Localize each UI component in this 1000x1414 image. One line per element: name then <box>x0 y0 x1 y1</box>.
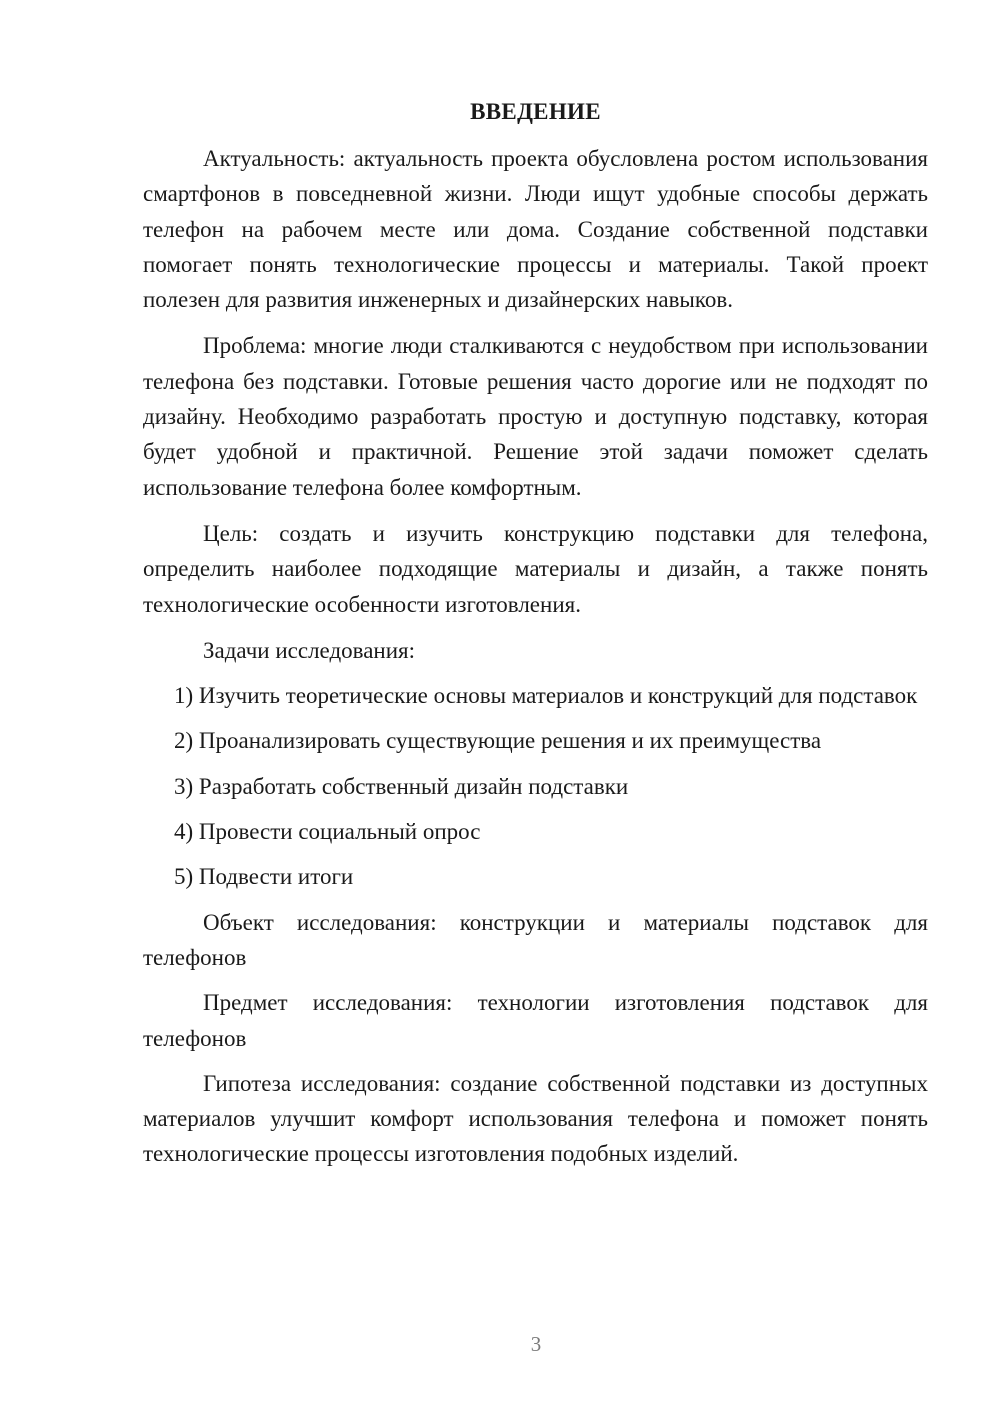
list-item-task-4: 4) Провести социальный опрос <box>174 819 481 845</box>
section-title: ВВЕДЕНИЕ <box>470 99 601 124</box>
list-item-task-1: 1) Изучить теоретические основы материалов и конструкций для подставок <box>174 683 918 709</box>
page-number: 3 <box>530 1332 542 1356</box>
paragraph-object: Объект исследования: конструкции и материалы подставок для телефонов <box>143 909 928 970</box>
paragraph-goal: Цель: создать и изучить конструкцию подставки для телефона, определить наиболее подходящие материалы и дизайн, а также понять технологические особенности изготовления. <box>143 520 928 617</box>
page-content <box>143 94 928 1182</box>
paragraph-problem: Проблема: многие люди сталкиваются с неудобством при использовании телефона без подставки. Готовые решения часто дорогие или не подходят по дизайну. Необходимо разработать простую и доступную подставку, которая будет удобной и практичной. Решение этой задачи поможет сделать использование телефона более комфортным. <box>143 333 928 500</box>
tasks-heading: Задачи исследования: <box>203 637 416 663</box>
list-item-task-2: 2) Проанализировать существующие решения и их преимущества <box>174 728 822 754</box>
list-item-task-3: 3) Разработать собственный дизайн подставки <box>174 773 629 799</box>
paragraph-relevance: Актуальность: актуальность проекта обусловлена ростом использования смартфонов в повседневной жизни. Люди ищут удобные способы держать телефон на рабочем месте или дома. Создание собственной подставки помогает понять технологические процессы и материалы. Такой проект полезен для развития инженерных и дизайнерских навыков. <box>143 146 928 313</box>
list-item-task-5: 5) Подвести итоги <box>174 864 354 890</box>
tasks-list <box>143 678 928 894</box>
paragraph-subject: Предмет исследования: технологии изготовления подставок для телефонов <box>143 990 928 1051</box>
paragraph-hypothesis: Гипотеза исследования: создание собственной подставки из доступных материалов улучшит комфорт использования телефона и поможет понять технологические процессы изготовления подобных изделий. <box>143 1070 928 1167</box>
